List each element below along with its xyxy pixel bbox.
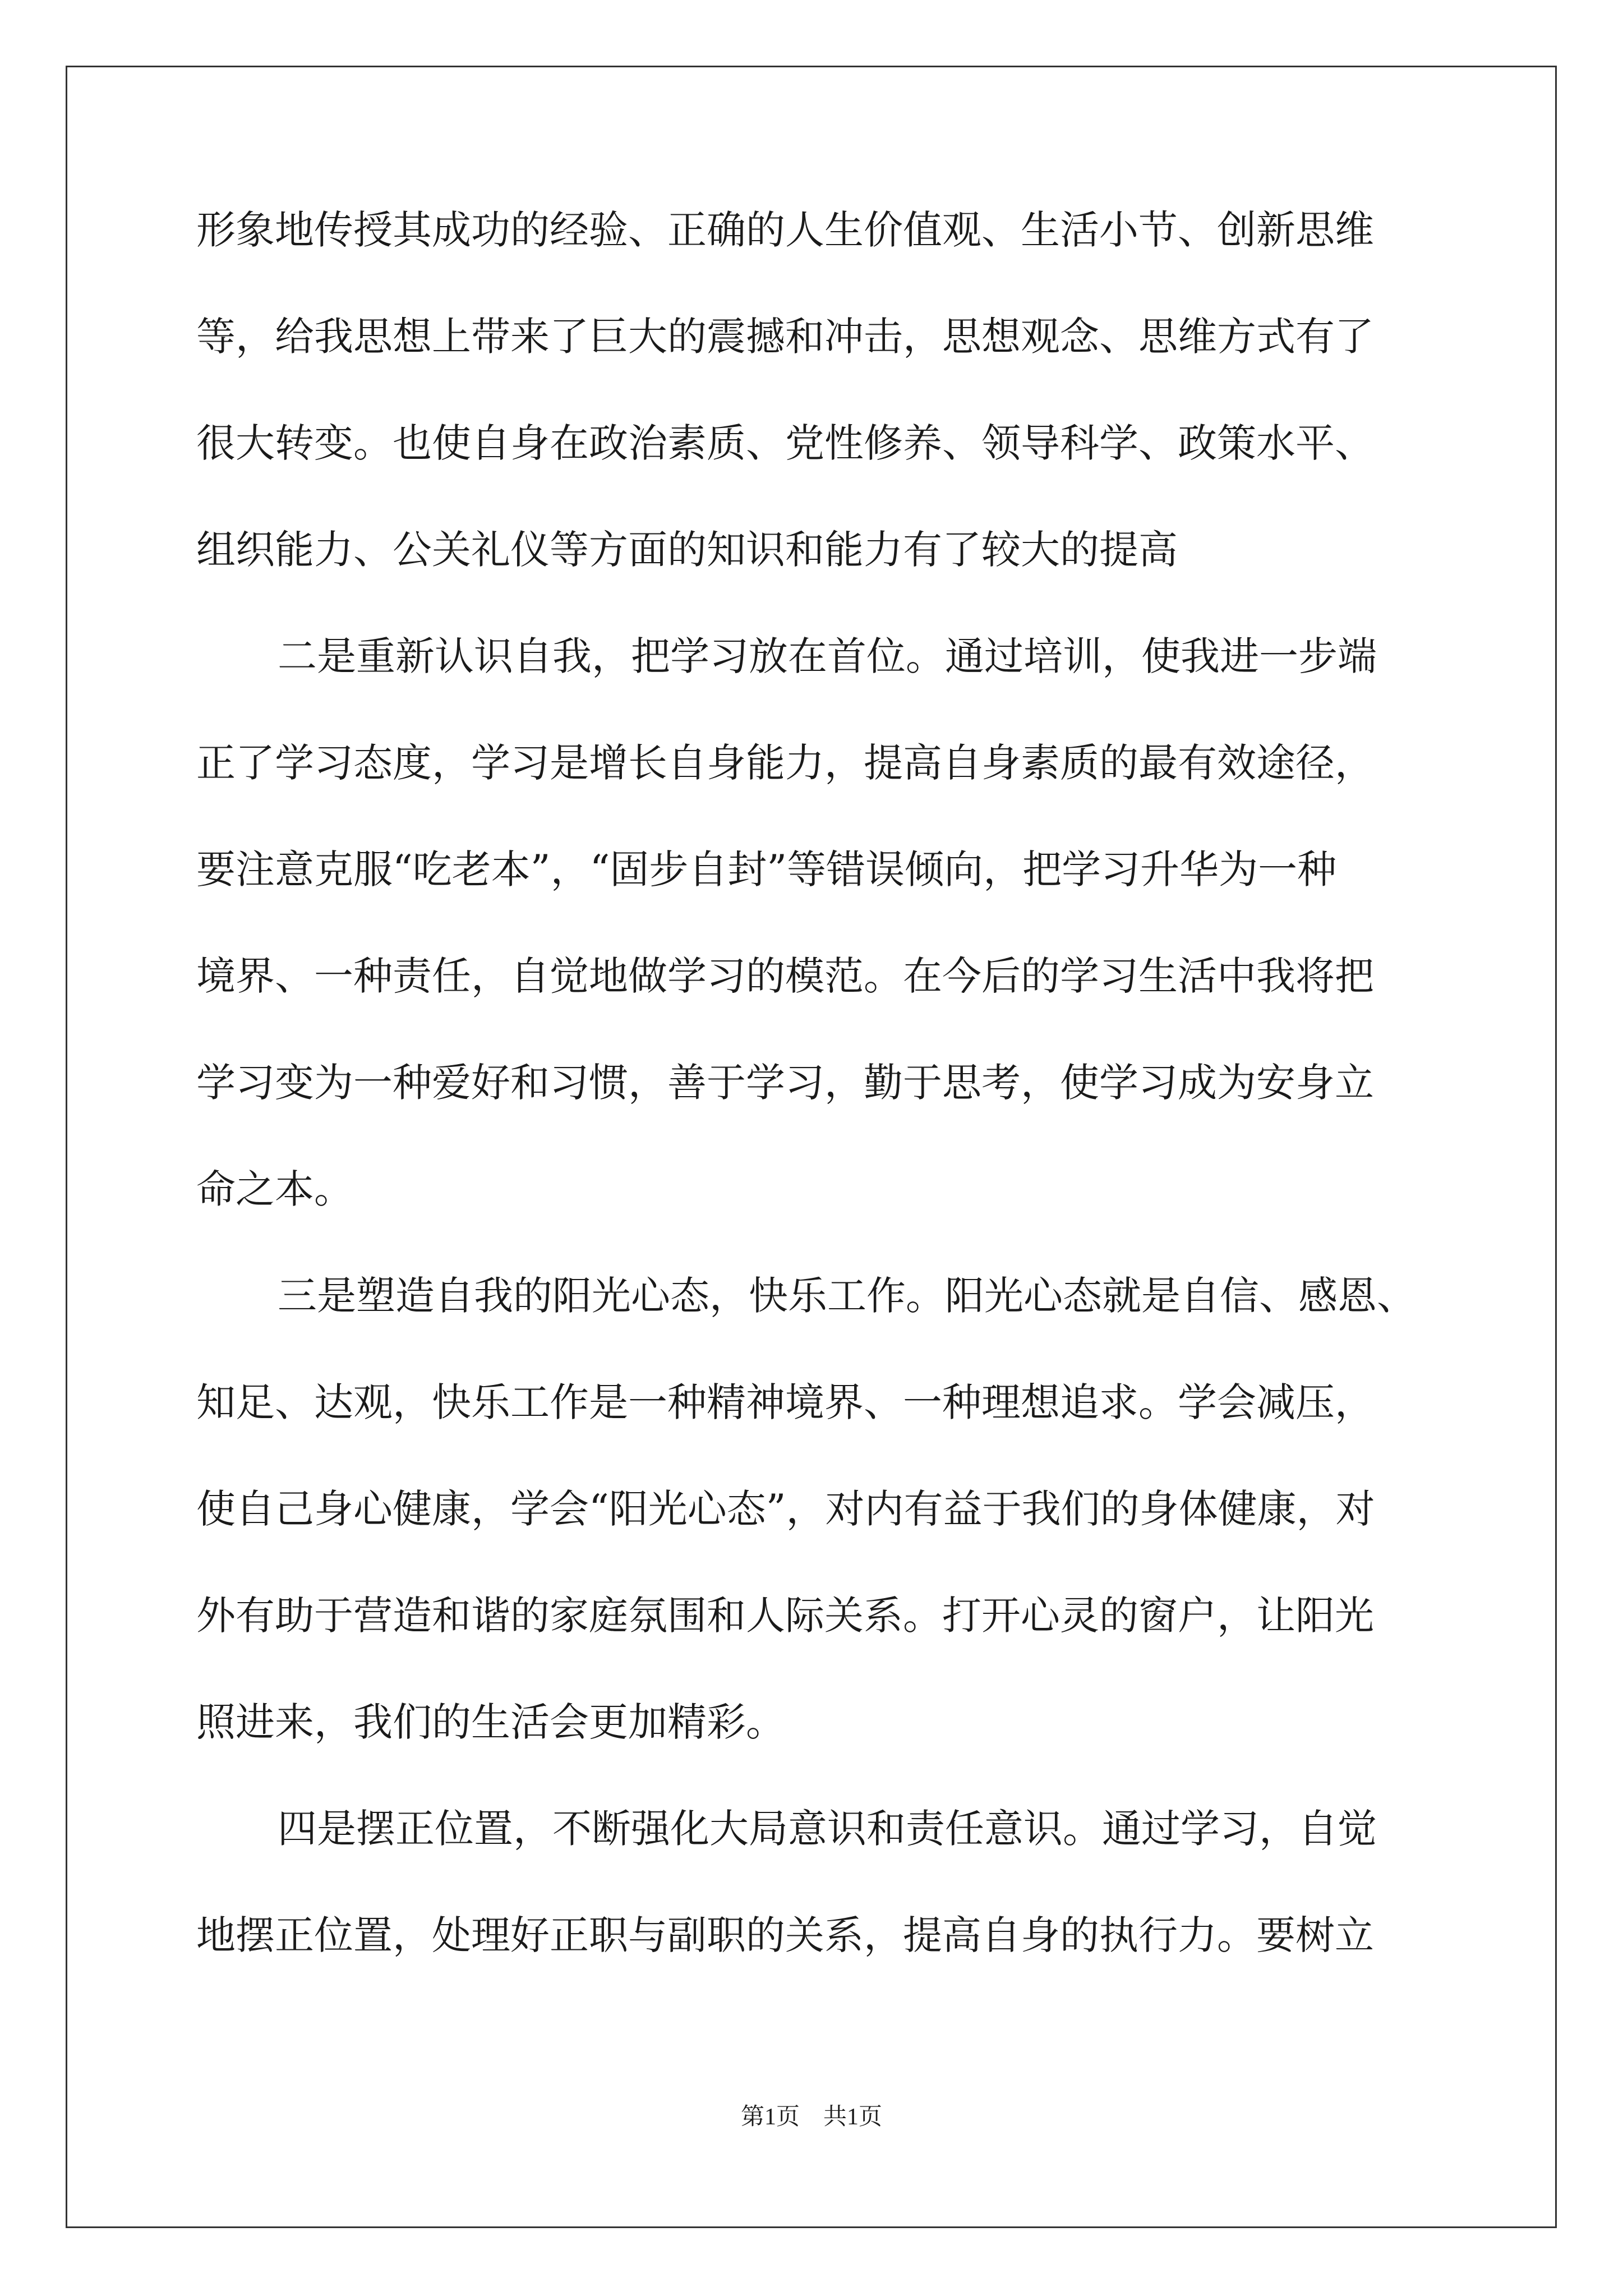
text-line: 命之本。 xyxy=(196,1166,353,1212)
text-line: 等，给我思想上带来了巨大的震撼和冲击，思想观念、思维方式有了 xyxy=(196,314,1374,360)
text-line: 正了学习态度，学习是增长自身能力，提高自身素质的最有效途径， xyxy=(196,740,1374,786)
text-line: 使自己身心健康，学会“阳光心态”，对内有益于我们的身体健康，对 xyxy=(196,1486,1375,1532)
paragraph-first-line: 三是塑造自我的阳光心态，快乐工作。阳光心态就是自信、感恩、 xyxy=(278,1273,1416,1319)
text-line: 要注意克服“吃老本”，“固步自封”等错误倾向，把学习升华为一种 xyxy=(196,846,1337,892)
text-line: 知足、达观，快乐工作是一种精神境界、一种理想追求。学会减压， xyxy=(196,1379,1374,1425)
paragraph-first-line: 二是重新认识自我，把学习放在首位。通过培训，使我进一步端 xyxy=(278,633,1377,679)
page-border xyxy=(66,66,1557,2228)
text-line: 学习变为一种爱好和习惯，善于学习，勤于思考，使学习成为安身立 xyxy=(196,1060,1374,1106)
text-line: 境界、一种责任，自觉地做学习的模范。在今后的学习生活中我将把 xyxy=(196,953,1374,999)
text-line: 很大转变。也使自身在政治素质、党性修养、领导科学、政策水平、 xyxy=(196,420,1374,466)
text-line: 形象地传授其成功的经验、正确的人生价值观、生活小节、创新思维 xyxy=(196,207,1374,253)
page-footer: 第1页 共1页 xyxy=(740,2104,882,2130)
text-line: 地摆正位置，处理好正职与副职的关系，提高自身的执行力。要树立 xyxy=(196,1912,1374,1958)
text-line: 组织能力、公关礼仪等方面的知识和能力有了较大的提高 xyxy=(196,527,1178,573)
text-line: 外有助于营造和谐的家庭氛围和人际关系。打开心灵的窗户，让阳光 xyxy=(196,1593,1374,1639)
text-line: 照进来，我们的生活会更加精彩。 xyxy=(196,1699,785,1745)
paragraph-first-line: 四是摆正位置，不断强化大局意识和责任意识。通过学习，自觉 xyxy=(278,1806,1377,1852)
